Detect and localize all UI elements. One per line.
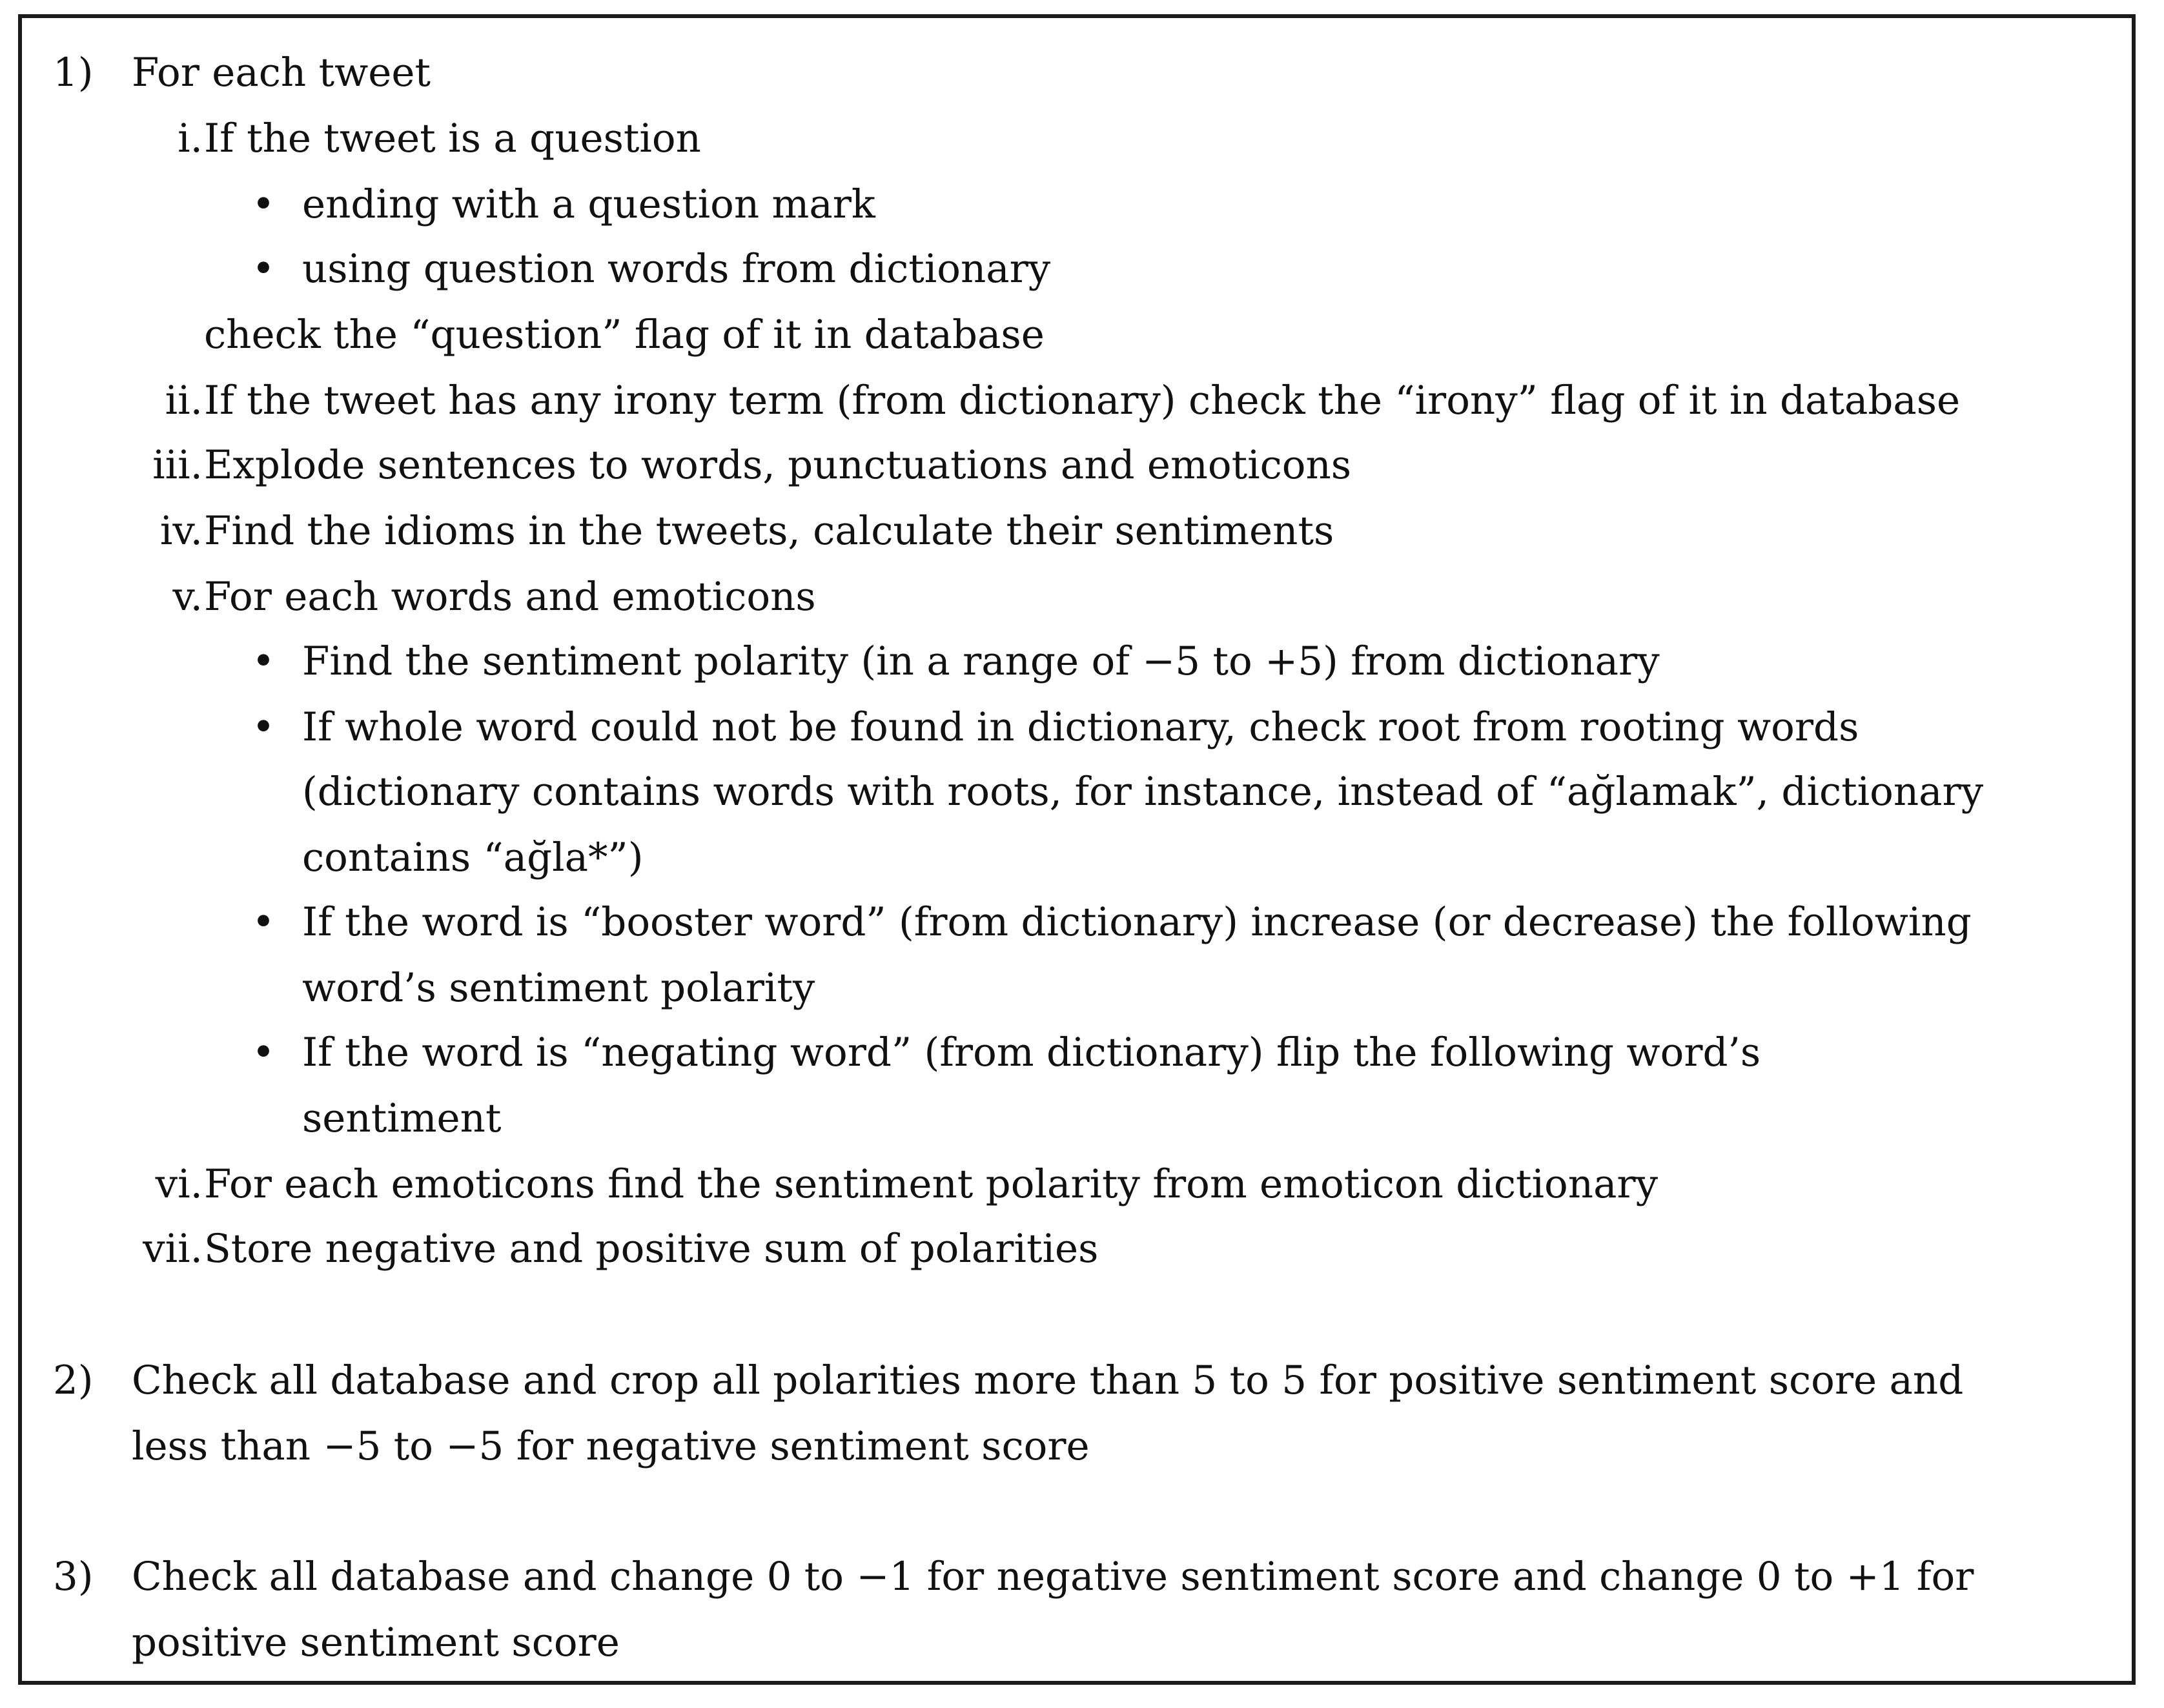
substep-v-bullet-4-line-1: If the word is “negating word” (from dictionary) flip the following word’s — [302, 1030, 1761, 1075]
substep-v-bullet-2-line-3: contains “ağla*”) — [302, 835, 644, 880]
bullet-marker: • — [252, 246, 275, 292]
substep-vi-number: vi. — [155, 1161, 203, 1207]
bullet-marker: • — [252, 638, 275, 684]
step-2-number: 2) — [53, 1357, 94, 1403]
substep-i-bullet-1: ending with a question mark — [302, 181, 875, 227]
substep-ii-text: If the tweet has any irony term (from dictionary) check the “irony” flag of it in database — [204, 378, 1961, 423]
step-1-number: 1) — [53, 50, 94, 96]
step-3-number: 3) — [53, 1554, 94, 1600]
step-3-line-1: Check all database and change 0 to −1 for negative sentiment score and change 0 to +1 for — [132, 1554, 1974, 1600]
bullet-marker: • — [252, 181, 275, 227]
substep-i-text: If the tweet is a question — [204, 116, 701, 161]
bullet-marker: • — [252, 899, 275, 945]
substep-ii-number: ii. — [165, 378, 203, 423]
substep-v-bullet-3-line-2: word’s sentiment polarity — [302, 965, 815, 1011]
step-2-line-1: Check all database and crop all polarities more than 5 to 5 for positive sentiment score and — [132, 1357, 1964, 1403]
substep-i-number: i. — [178, 116, 203, 161]
substep-v-bullet-2-line-2: (dictionary contains words with roots, for instance, instead of “ağlamak”, dictionary — [302, 769, 1984, 815]
substep-v-bullet-2-line-1: If whole word could not be found in dictionary, check root from rooting words — [302, 704, 1859, 750]
substep-iv-number: iv. — [159, 508, 203, 554]
substep-vi-text: For each emoticons find the sentiment polarity from emoticon dictionary — [204, 1161, 1659, 1207]
substep-vii-number: vii. — [143, 1226, 203, 1272]
step-1-text: For each tweet — [132, 50, 431, 96]
bullet-marker: • — [252, 704, 275, 750]
substep-v-bullet-1-line-1: Find the sentiment polarity (in a range of −5 to +5) from dictionary — [302, 638, 1660, 684]
bullet-marker: • — [252, 1030, 275, 1075]
substep-v-number: v. — [172, 574, 203, 620]
substep-v-bullet-4-line-2: sentiment — [302, 1095, 502, 1141]
substep-i-bullet-2: using question words from dictionary — [302, 246, 1051, 292]
substep-iv-text: Find the idioms in the tweets, calculate their sentiments — [204, 508, 1334, 554]
substep-iii-text: Explode sentences to words, punctuations and emoticons — [204, 442, 1352, 488]
step-2-line-2: less than −5 to −5 for negative sentiment score — [132, 1423, 1090, 1469]
substep-v-text: For each words and emoticons — [204, 574, 816, 620]
step-3-line-2: positive sentiment score — [132, 1620, 620, 1665]
substep-i-after: check the “question” flag of it in database — [204, 312, 1045, 358]
substep-v-bullet-3-line-1: If the word is “booster word” (from dictionary) increase (or decrease) the following — [302, 899, 1972, 945]
substep-vii-text: Store negative and positive sum of polarities — [204, 1226, 1099, 1272]
substep-iii-number: iii. — [152, 442, 203, 488]
